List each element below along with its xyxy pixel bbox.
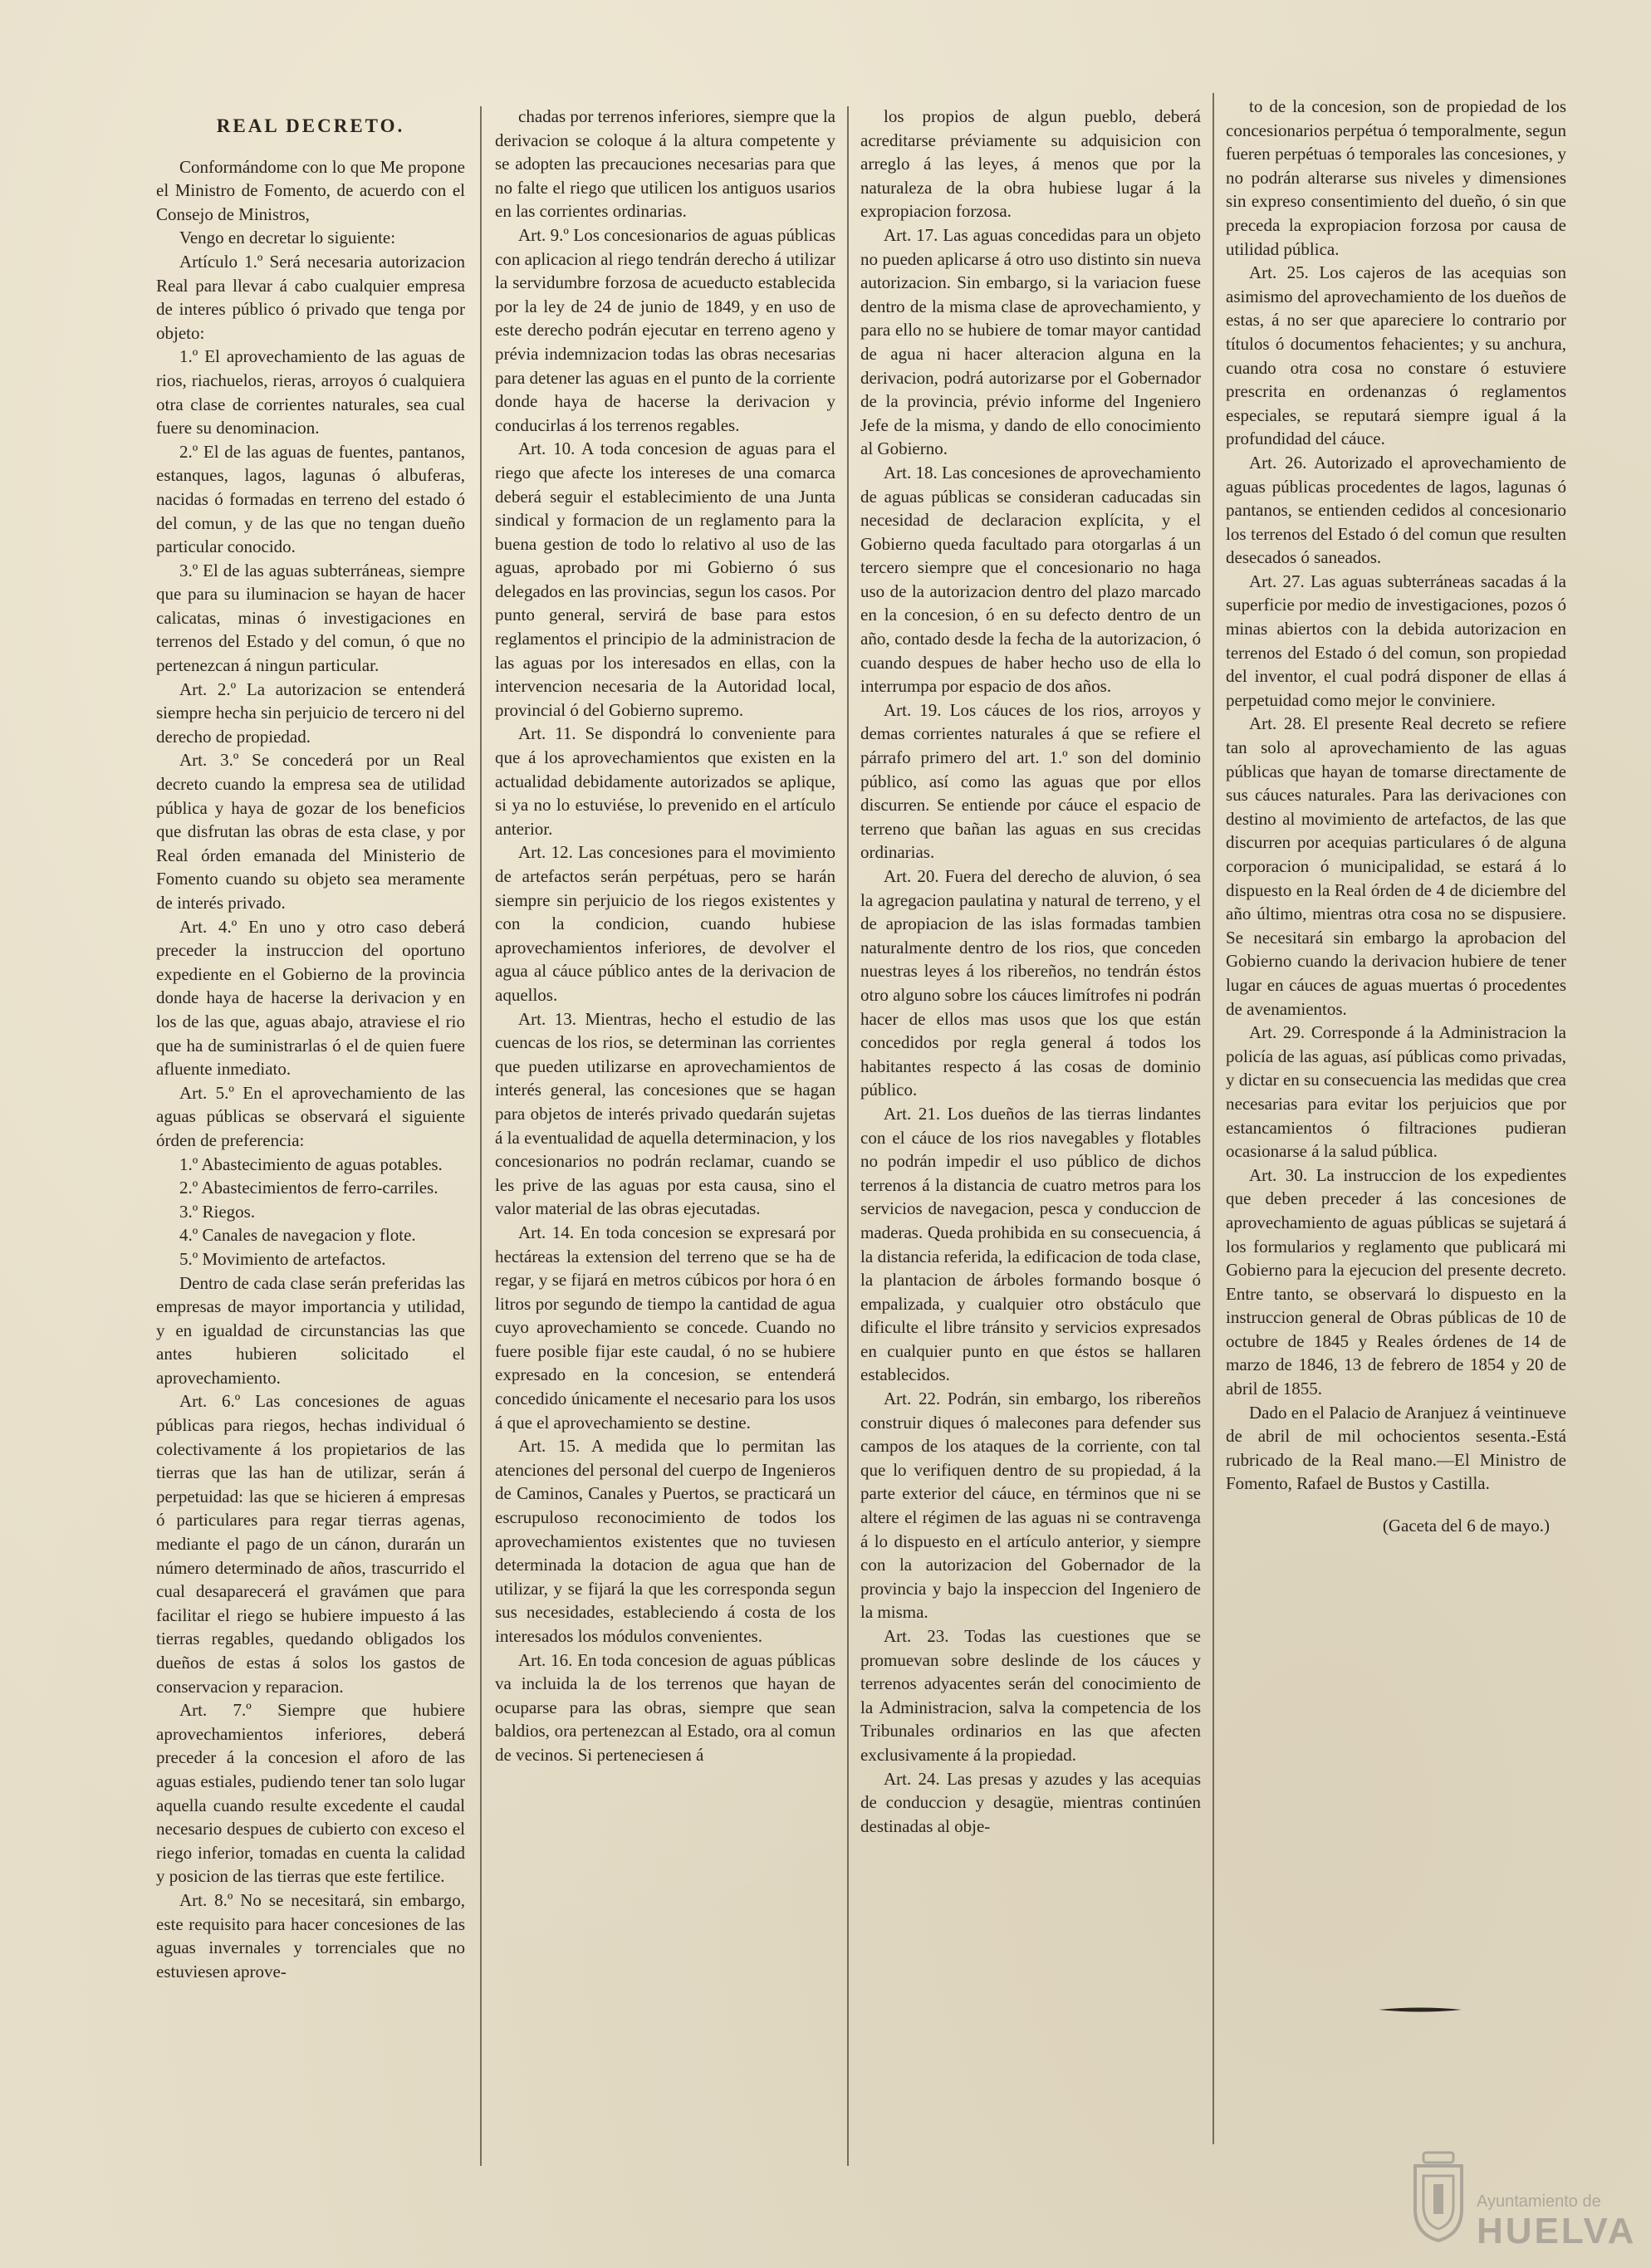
source-note: (Gaceta del 6 de mayo.): [1382, 1516, 1550, 1536]
paragraph: 3.º El de las aguas subterráneas, siempre que para su iluminacion se hayan de hacer calicatas, minas ó investigaciones en terrenos del Estado y del comun, ó que no pertenezcan á ningun particular.: [156, 560, 465, 676]
column-2: [495, 105, 835, 1767]
paragraph: Dado en el Palacio de Aranjuez á veintinueve de abril de mil ochocientos sesenta.-Está rubricado de la Real mano.—El Ministro de Fomento, Rafael de Bustos y Castilla.: [1226, 1402, 1566, 1494]
paragraph: Art. 10. A toda concesion de aguas para el riego que afecte los intereses de una comarca deberá seguir el establecimiento de una Junta sindical y formacion de un reglamento para la buena gestion de todo lo relativo al uso de las aguas, aprobado por mi Gobierno ó sus delegados en las provincias, segun los casos. Por punto general, servirá de base para estos reglamentos el principio de la administracion de las aguas por los interesados en ellas, con la intervencion necesaria de la Autoridad local, provincial ó del Gobierno supremo.: [495, 438, 836, 720]
paragraph: Art. 24. Las presas y azudes y las acequias de conduccion y desagüe, mientras continúen destinadas al obje-: [860, 1768, 1201, 1836]
paragraph: Artículo 1.º Será necesaria autorizacion Real para llevar á cabo cualquier empresa de interes público ó privado que tenga por objeto:: [156, 251, 465, 343]
paragraph: 2.º El de las aguas de fuentes, pantanos, estanques, lagos, lagunas ó albuferas, nacidas ó formadas en terreno del estado ó del comun, y de las que no tengan dueño particular conocido.: [156, 441, 465, 557]
column-1: [156, 103, 465, 1983]
paragraph: 2.º Abastecimientos de ferro-carriles.: [179, 1178, 438, 1198]
huelva-logo: [1412, 2151, 1637, 2251]
paragraph: Art. 6.º Las concesiones de aguas públicas para riegos, hechas individual ó colectivamente á los propietarios de las tierras que las han de utilizar, serán á perpetuidad: las que se hicieren á empresas ó particulares para regar tierras agenas, mediante el pago de un cánon, durarán un número determinado de años, trascurrido el cual desaparecerá el gravámen que para facilitar el riego se hubiere impuesto á las tierras regables, quedando obligados los dueños de estas á solos los gastos de conservacion y reparacion.: [156, 1391, 465, 1697]
paragraph: 1.º Abastecimiento de aguas potables.: [179, 1154, 443, 1174]
decorative-rule-icon: [1379, 2006, 1462, 2013]
paragraph: Art. 20. Fuera del derecho de aluvion, ó sea la agregacion paulatina y natural de terreno, y el de apropiacion de las islas formadas tambien naturalmente dentro de los rios, que conceden nuestras leyes á los ribereños, no tendrán éstos otro alguno sobre los cáuces limítrofes ni podrán hacer de ellos mas usos que los que están concedidos por regla general á todos los habitantes respecto á las cosas de dominio público.: [860, 866, 1201, 1100]
column-rule: [847, 106, 849, 2166]
column-3: [860, 105, 1201, 1838]
logo-line-1: Ayuntamiento de: [1477, 2192, 1601, 2211]
paragraph: 4.º Canales de navegacion y flote.: [179, 1225, 416, 1246]
paragraph: Art. 4.º En uno y otro caso deberá preceder la instruccion del oportuno expediente en el Gobierno de la provincia donde haya de hacerse la derivacion y en los de las que, aguas abajo, atraviese el rio que ha de suministrarlas ó el de quien fuere afluente inmediato.: [156, 916, 465, 1080]
paragraph: 3.º Riegos.: [179, 1201, 256, 1222]
column-4: [1226, 95, 1566, 1538]
paragraph: to de la concesion, son de propiedad de los concesionarios perpétua ó temporalmente, segun fueren perpétuas ó temporales las concesiones, y no podrán alterarse sus niveles y dimensiones sin expreso consentimiento del dueño, ó sin que preceda la expropiacion forzosa por causa de utilidad pública.: [1226, 96, 1566, 259]
decree-title: REAL DECRETO.: [216, 115, 405, 136]
paragraph: Art. 25. Los cajeros de las acequias son asimismo del aprovechamiento de los dueños de estas, á no ser que apareciere lo contrario por títulos ó documentos fehacientes; y su anchura, cuando otra cosa no constare ó estuviere prescrita en ordenanzas ó reglamentos especiales, se reputará siempre igual á la profundidad del cáuce.: [1226, 262, 1566, 449]
column-rule: [1213, 93, 1214, 2144]
paragraph: Art. 28. El presente Real decreto se refiere tan solo al aprovechamiento de las aguas públicas que hayan de tomarse directamente de sus cáuces naturales. Para las derivaciones con destino al movimiento de artefactos, de las que discurren por acequias particulares ó de alguna corporacion ó municipalidad, se estará á lo dispuesto en la Real órden de 4 de diciembre del año último, mientras otra cosa no se dispusiere. Se necesitará sin embargo la aprobacion del Gobierno cuando la derivacion hubiere de tener lugar en cáuces de aguas muertas ó procedentes de avenamientos.: [1226, 713, 1566, 1019]
paragraph: Art. 2.º La autorizacion se entenderá siempre hecha sin perjuicio de tercero ni del derecho de propiedad.: [156, 678, 465, 747]
paragraph: Art. 22. Podrán, sin embargo, los ribereños construir diques ó malecones para defender sus campos de los ataques de la corriente, con tal que lo verifiquen dentro de su propiedad, á la parte exterior del cáuce, en términos que ni se altere el régimen de las aguas ni se contravenga á lo dispuesto en el artículo anterior, y siempre con la autorizacion del Gobernador de la provincia y bajo la inspeccion del Ingeniero de la misma.: [860, 1389, 1201, 1623]
paragraph: Art. 29. Corresponde á la Administracion la policía de las aguas, así públicas como privadas, y dictar en su consecuencia las medidas que crea necesarias para evitar los perjuicios que por estancamientos ó filtraciones pudieran ocasionarse á la salud pública.: [1226, 1022, 1566, 1162]
paragraph: Art. 15. A medida que lo permitan las atenciones del personal del cuerpo de Ingenieros de Caminos, Canales y Puertos, se practicará un escrupuloso reconocimiento de todos los aprovechamientos existentes que no tuviesen determinada la dotacion de agua que han de utilizar, y se fijará la que les corresponda segun sus necesidades, estableciendo á costa de los interesados los módulos convenientes.: [495, 1436, 835, 1646]
paragraph: Conformándome con lo que Me propone el Ministro de Fomento, de acuerdo con el Consejo de Ministros,: [156, 156, 465, 224]
paragraph: Art. 30. La instruccion de los expedientes que deben preceder á las concesiones de aprovechamiento de aguas públicas se sujetará á los formularios y reglamento que publicará mi Gobierno para la ejecucion del presente decreto. Entre tanto, se observará lo dispuesto en la instruccion general de Obras públicas de 10 de octubre de 1845 y Reales órdenes de 14 de marzo de 1846, 13 de febrero de 1854 y 20 de abril de 1855.: [1226, 1164, 1566, 1399]
paragraph: Art. 18. Las concesiones de aprovechamiento de aguas públicas se consideran caducadas sin necesidad de declaracion explícita, y el Gobierno queda facultado para otorgarlas á un tercero siempre que el concesionario no haga uso de la autorizacion dentro del plazo marcado en la concesion, ó en su defecto dentro de un año, contado desde la fecha de la autorizacion, ó cuando despues de haber hecho uso de ella lo interrumpa por espacio de dos años.: [860, 462, 1201, 697]
paragraph: Art. 9.º Los concesionarios de aguas públicas con aplicacion al riego tendrán derecho á utilizar la servidumbre forzosa de acueducto establecida por la ley de 24 de junio de 1849, y en uso de este derecho podrán ejecutar en terreno ageno y prévia indemnizacion todas las obras necesarias para detener las aguas en el punto de la corriente donde haya de hacerse la derivacion y conducirlas á los terrenos regables.: [495, 224, 835, 435]
paragraph: Dentro de cada clase serán preferidas las empresas de mayor importancia y utilidad, y en igualdad de circunstancias las que antes hubieren solicitado el aprovechamiento.: [156, 1272, 465, 1388]
paragraph: Art. 27. Las aguas subterráneas sacadas á la superficie por medio de investigaciones, pozos ó minas abiertos con la debida autorizacion en terrenos del Estado ó del comun, son propiedad del inventor, el cual podrá disponer de ellas á perpetuidad como mejor le conviniere.: [1226, 571, 1566, 710]
paragraph: Vengo en decretar lo siguiente:: [179, 228, 396, 248]
paragraph: Art. 16. En toda concesion de aguas públicas va incluida la de los terrenos que hayan de ocuparse para las obras, siempre que sean baldios, ora pertenezcan al Estado, ora al comun de vecinos. Si perteneciesen á: [495, 1649, 835, 1765]
paragraph: Art. 26. Autorizado el aprovechamiento de aguas públicas procedentes de lagos, lagunas ó pantanos, se entienden cedidos al concesionario los terrenos del Estado ó del comun que resulten desecados ó saneados.: [1226, 452, 1566, 568]
coat-of-arms-icon: [1412, 2151, 1465, 2242]
paragraph: Art. 7.º Siempre que hubiere aprovechamientos inferiores, deberá preceder á la concesion el aforo de las aguas estiales, pudiendo tener tan solo lugar aquella cuando resulte excedente el caudal necesario despues de cubierto con exceso el riego inferior, tomadas en cuenta la calidad y posicion de las tierras que este fertilice.: [156, 1700, 465, 1887]
paragraph: Art. 5.º En el aprovechamiento de las aguas públicas se observará el siguiente órden de preferencia:: [156, 1082, 465, 1150]
paragraph: Art. 13. Mientras, hecho el estudio de las cuencas de los rios, se determinan las corrientes que pueden utilizarse en aprovechamientos de interés general, las concesiones que se hagan para objetos de interés privado quedarán sujetas á la eventualidad de aquella determinacion, y los concesionarios no podrán reclamar, cuando se les prive de las aguas por esta causa, sino el valor material de las obras ejecutadas.: [495, 1008, 835, 1219]
paragraph: 1.º El aprovechamiento de las aguas de rios, riachuelos, rieras, arroyos ó cualquiera otra clase de corrientes naturales, sea cual fuere su denominacion.: [156, 346, 465, 438]
paragraph: Art. 12. Las concesiones para el movimiento de artefactos serán perpétuas, pero se harán siempre sin perjuicio de los riegos existentes y con la condicion, cuando hubiese aprovechamientos inferiores, de devolver el agua al cáuce público antes de la derivacion de aquellos.: [495, 842, 835, 1005]
paragraph: chadas por terrenos inferiores, siempre que la derivacion se coloque á la altura competente y se adopten las precauciones necesarias para que no falte el riego que utilicen los antiguos usarios en las corrientes ordinarias.: [495, 106, 835, 222]
paragraph: Art. 19. Los cáuces de los rios, arroyos y demas corrientes naturales á que se refiere el párrafo primero del art. 1.º son del dominio público, así como las aguas que por ellos discurren. Se entiende por cáuce el espacio de terreno que bañan las aguas en sus crecidas ordinarias.: [860, 699, 1201, 863]
paragraph: Art. 3.º Se concederá por un Real decreto cuando la empresa sea de utilidad pública y haya de gozar de los beneficios que disfrutan las obras de esta clase, y por Real órden emanada del Ministerio de Fomento cuando su objeto sea meramente de interés privado.: [156, 750, 465, 913]
paragraph: Art. 21. Los dueños de las tierras lindantes con el cáuce de los rios navegables y flotables no podrán impedir el uso público de dichos terrenos á la distancia de cuatro metros para los servicios de navegacion, pesca y conduccion de maderas. Queda prohibida en su consecuencia, á la distancia referida, la edificacion de toda clase, la plantacion de árboles formando bosque ó empalizada, y cualquier otro obstáculo que dificulte el libre tránsito y servicios expresados en cualquier punto en que éstos se hallaren establecidos.: [860, 1103, 1201, 1385]
paragraph: 5.º Movimiento de artefactos.: [179, 1248, 386, 1269]
paragraph: Art. 17. Las aguas concedidas para un objeto no pueden aplicarse á otro uso distinto sin nueva autorizacion. Sin embargo, si la variacion fuese dentro de la misma clase de aprovechamiento, y para ello no se hubiere de tomar mayor cantidad de agua ni hacer alteracion alguna en la derivacion, podrá autorizarse por el Gobernador de la provincia, prévio informe del Ingeniero Jefe de la misma, y dando de ello conocimiento al Gobierno.: [860, 224, 1201, 459]
column-rule: [480, 106, 482, 2166]
logo-line-2: HUELVA: [1477, 2211, 1637, 2251]
paragraph: Art. 11. Se dispondrá lo conveniente para que á los aprovechamientos que existen en la actualidad debidamente autorizados se aplique, si ya no lo estuviése, lo prevenido en el artículo anterior.: [495, 723, 835, 839]
paragraph: Art. 23. Todas las cuestiones que se promuevan sobre deslinde de los cáuces y terrenos adyacentes serán del conocimiento de la Administracion, salva la competencia de los Tribunales ordinarios en las que afecten exclusivamente á la propiedad.: [860, 1626, 1201, 1765]
paragraph: Art. 8.º No se necesitará, sin embargo, este requisito para hacer concesiones de las aguas invernales y torrenciales que no estuviesen aprove-: [156, 1889, 465, 1981]
paragraph: Art. 14. En toda concesion se expresará por hectáreas la extension del terreno que se ha de regar, y se fijará en metros cúbicos por hora ó en litros por segundo de tiempo la cantidad de agua cuyo aprovechamiento se concede. Cuando no fuere posible fijar este caudal, ó no se hubiere expresado en la concesion, se entenderá concedido únicamente el necesario para los usos á que el aprovechamiento se destine.: [495, 1222, 835, 1433]
paragraph: los propios de algun pueblo, deberá acreditarse préviamente su adquisicion con arreglo á las leyes, á menos que por la naturaleza de la obra hubiese lugar á la expropiacion forzosa.: [860, 106, 1201, 222]
